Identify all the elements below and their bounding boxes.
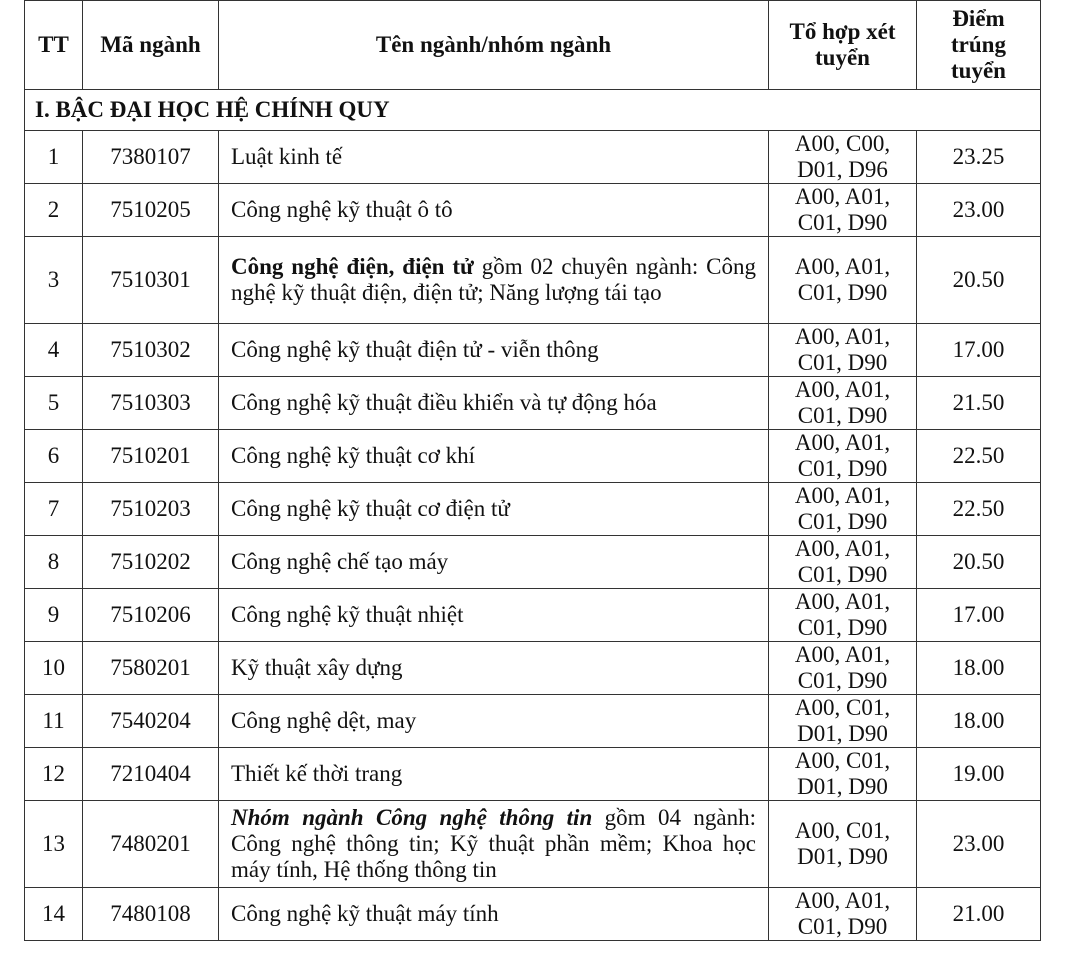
combo-line-1: A00, A01, — [794, 642, 891, 667]
cell-code: 7510205 — [83, 184, 219, 237]
header-tt: TT — [25, 1, 83, 90]
cell-combo — [769, 888, 917, 941]
name-rest: gồm 02 chuyên ngành: Công nghệ kỹ thuật điện, điện tử; Năng lượng tái tạo — [231, 254, 756, 305]
cell-code: 7510201 — [83, 430, 219, 483]
cell-name: Công nghệ kỹ thuật điện tử - viễn thông — [219, 324, 769, 377]
cell-tt: 14 — [25, 888, 83, 941]
table-row — [25, 801, 1041, 888]
cell-score: 17.00 — [917, 324, 1041, 377]
combo-line-2: D01, D90 — [797, 774, 888, 799]
cell-score: 20.50 — [917, 237, 1041, 324]
combo-line-2: D01, D90 — [797, 721, 888, 746]
cell-name: Thiết kế thời trang — [219, 748, 769, 801]
table-row — [25, 888, 1041, 941]
combo-line-1: A00, A01, — [794, 483, 891, 508]
cell-code: 7210404 — [83, 748, 219, 801]
cell-code: 7380107 — [83, 131, 219, 184]
cell-combo — [769, 324, 917, 377]
cell-score: 22.50 — [917, 483, 1041, 536]
table-row — [25, 324, 1041, 377]
combo-line-2: D01, D90 — [797, 844, 888, 869]
cell-name — [219, 801, 769, 888]
cell-code: 7510302 — [83, 324, 219, 377]
combo-line-1: A00, A01, — [794, 377, 891, 402]
cell-score: 22.50 — [917, 430, 1041, 483]
combo-line-1: A00, C01, — [794, 748, 891, 773]
header-row — [25, 1, 1041, 90]
cell-tt: 6 — [25, 430, 83, 483]
cell-code: 7510303 — [83, 377, 219, 430]
combo-line-1: A00, C01, — [794, 695, 891, 720]
combo-line-1: A00, A01, — [794, 430, 891, 455]
cell-tt: 2 — [25, 184, 83, 237]
name-lead: Nhóm ngành Công nghệ thông tin — [231, 805, 593, 830]
table-row — [25, 237, 1041, 324]
combo-line-2: C01, D90 — [797, 210, 888, 235]
cell-tt: 13 — [25, 801, 83, 888]
combo-line-2: C01, D90 — [797, 350, 888, 375]
cell-score: 20.50 — [917, 536, 1041, 589]
cell-name: Công nghệ chế tạo máy — [219, 536, 769, 589]
combo-line-2: C01, D90 — [797, 280, 888, 305]
header-score-line-1: Điểm — [952, 6, 1005, 31]
cell-code: 7510206 — [83, 589, 219, 642]
combo-line-2: D01, D96 — [797, 157, 888, 182]
table-row — [25, 131, 1041, 184]
cell-combo — [769, 184, 917, 237]
table-row — [25, 536, 1041, 589]
cell-name: Công nghệ kỹ thuật ô tô — [219, 184, 769, 237]
combo-line-1: A00, A01, — [794, 888, 891, 913]
cell-code: 7580201 — [83, 642, 219, 695]
table-row — [25, 184, 1041, 237]
cell-combo — [769, 748, 917, 801]
table-row — [25, 377, 1041, 430]
cell-combo — [769, 695, 917, 748]
cell-code: 7540204 — [83, 695, 219, 748]
header-combo-line-1: Tổ hợp xét — [789, 19, 896, 44]
cell-name — [219, 237, 769, 324]
cell-score: 21.00 — [917, 888, 1041, 941]
cell-name: Công nghệ kỹ thuật cơ khí — [219, 430, 769, 483]
cell-score: 23.00 — [917, 184, 1041, 237]
cell-score: 17.00 — [917, 589, 1041, 642]
table-row — [25, 483, 1041, 536]
cell-score: 19.00 — [917, 748, 1041, 801]
cell-tt: 3 — [25, 237, 83, 324]
cell-name: Công nghệ kỹ thuật máy tính — [219, 888, 769, 941]
cell-tt: 7 — [25, 483, 83, 536]
header-combo — [769, 1, 917, 90]
header-score-line-2: trúng — [951, 32, 1006, 57]
table-row — [25, 589, 1041, 642]
combo-line-2: C01, D90 — [797, 456, 888, 481]
cell-code: 7480108 — [83, 888, 219, 941]
cell-combo — [769, 801, 917, 888]
combo-line-1: A00, A01, — [794, 589, 891, 614]
name-lead: Công nghệ điện, điện tử — [231, 254, 474, 279]
header-name: Tên ngành/nhóm ngành — [219, 1, 769, 90]
combo-line-1: A00, A01, — [794, 536, 891, 561]
cell-tt: 9 — [25, 589, 83, 642]
header-code: Mã ngành — [83, 1, 219, 90]
cell-combo — [769, 589, 917, 642]
cell-combo — [769, 642, 917, 695]
cell-name: Công nghệ dệt, may — [219, 695, 769, 748]
combo-line-1: A00, A01, — [794, 254, 891, 279]
admission-score-table — [24, 0, 1041, 941]
header-combo-line-2: tuyển — [815, 45, 870, 70]
cell-name: Luật kinh tế — [219, 131, 769, 184]
header-score — [917, 1, 1041, 90]
cell-combo — [769, 430, 917, 483]
section-title: I. BẬC ĐẠI HỌC HỆ CHÍNH QUY — [25, 90, 1041, 131]
cell-tt: 1 — [25, 131, 83, 184]
name-rest: gồm 04 ngành: Công nghệ thông tin; Kỹ thuật phần mềm; Khoa học máy tính, Hệ thống thông tin — [231, 805, 756, 882]
cell-tt: 10 — [25, 642, 83, 695]
cell-name: Công nghệ kỹ thuật cơ điện tử — [219, 483, 769, 536]
cell-tt: 4 — [25, 324, 83, 377]
combo-line-2: C01, D90 — [797, 562, 888, 587]
cell-score: 23.25 — [917, 131, 1041, 184]
cell-name: Kỹ thuật xây dựng — [219, 642, 769, 695]
cell-score: 23.00 — [917, 801, 1041, 888]
combo-line-2: C01, D90 — [797, 914, 888, 939]
cell-tt: 8 — [25, 536, 83, 589]
cell-combo — [769, 237, 917, 324]
cell-name: Công nghệ kỹ thuật điều khiển và tự động hóa — [219, 377, 769, 430]
cell-score: 18.00 — [917, 642, 1041, 695]
cell-name: Công nghệ kỹ thuật nhiệt — [219, 589, 769, 642]
combo-line-1: A00, C01, — [794, 818, 891, 843]
table-row — [25, 642, 1041, 695]
combo-line-2: C01, D90 — [797, 615, 888, 640]
section-row — [25, 90, 1041, 131]
cell-combo — [769, 377, 917, 430]
cell-tt: 11 — [25, 695, 83, 748]
cell-code: 7510301 — [83, 237, 219, 324]
cell-combo — [769, 131, 917, 184]
combo-line-1: A00, A01, — [794, 184, 891, 209]
combo-line-1: A00, C00, — [794, 131, 891, 156]
header-score-line-3: tuyển — [951, 58, 1006, 83]
table-row — [25, 430, 1041, 483]
combo-line-2: C01, D90 — [797, 668, 888, 693]
cell-combo — [769, 483, 917, 536]
combo-line-1: A00, A01, — [794, 324, 891, 349]
cell-code: 7510203 — [83, 483, 219, 536]
cell-tt: 12 — [25, 748, 83, 801]
table-row — [25, 748, 1041, 801]
cell-score: 18.00 — [917, 695, 1041, 748]
table-row — [25, 695, 1041, 748]
cell-tt: 5 — [25, 377, 83, 430]
cell-code: 7480201 — [83, 801, 219, 888]
combo-line-2: C01, D90 — [797, 403, 888, 428]
cell-combo — [769, 536, 917, 589]
cell-score: 21.50 — [917, 377, 1041, 430]
cell-code: 7510202 — [83, 536, 219, 589]
combo-line-2: C01, D90 — [797, 509, 888, 534]
